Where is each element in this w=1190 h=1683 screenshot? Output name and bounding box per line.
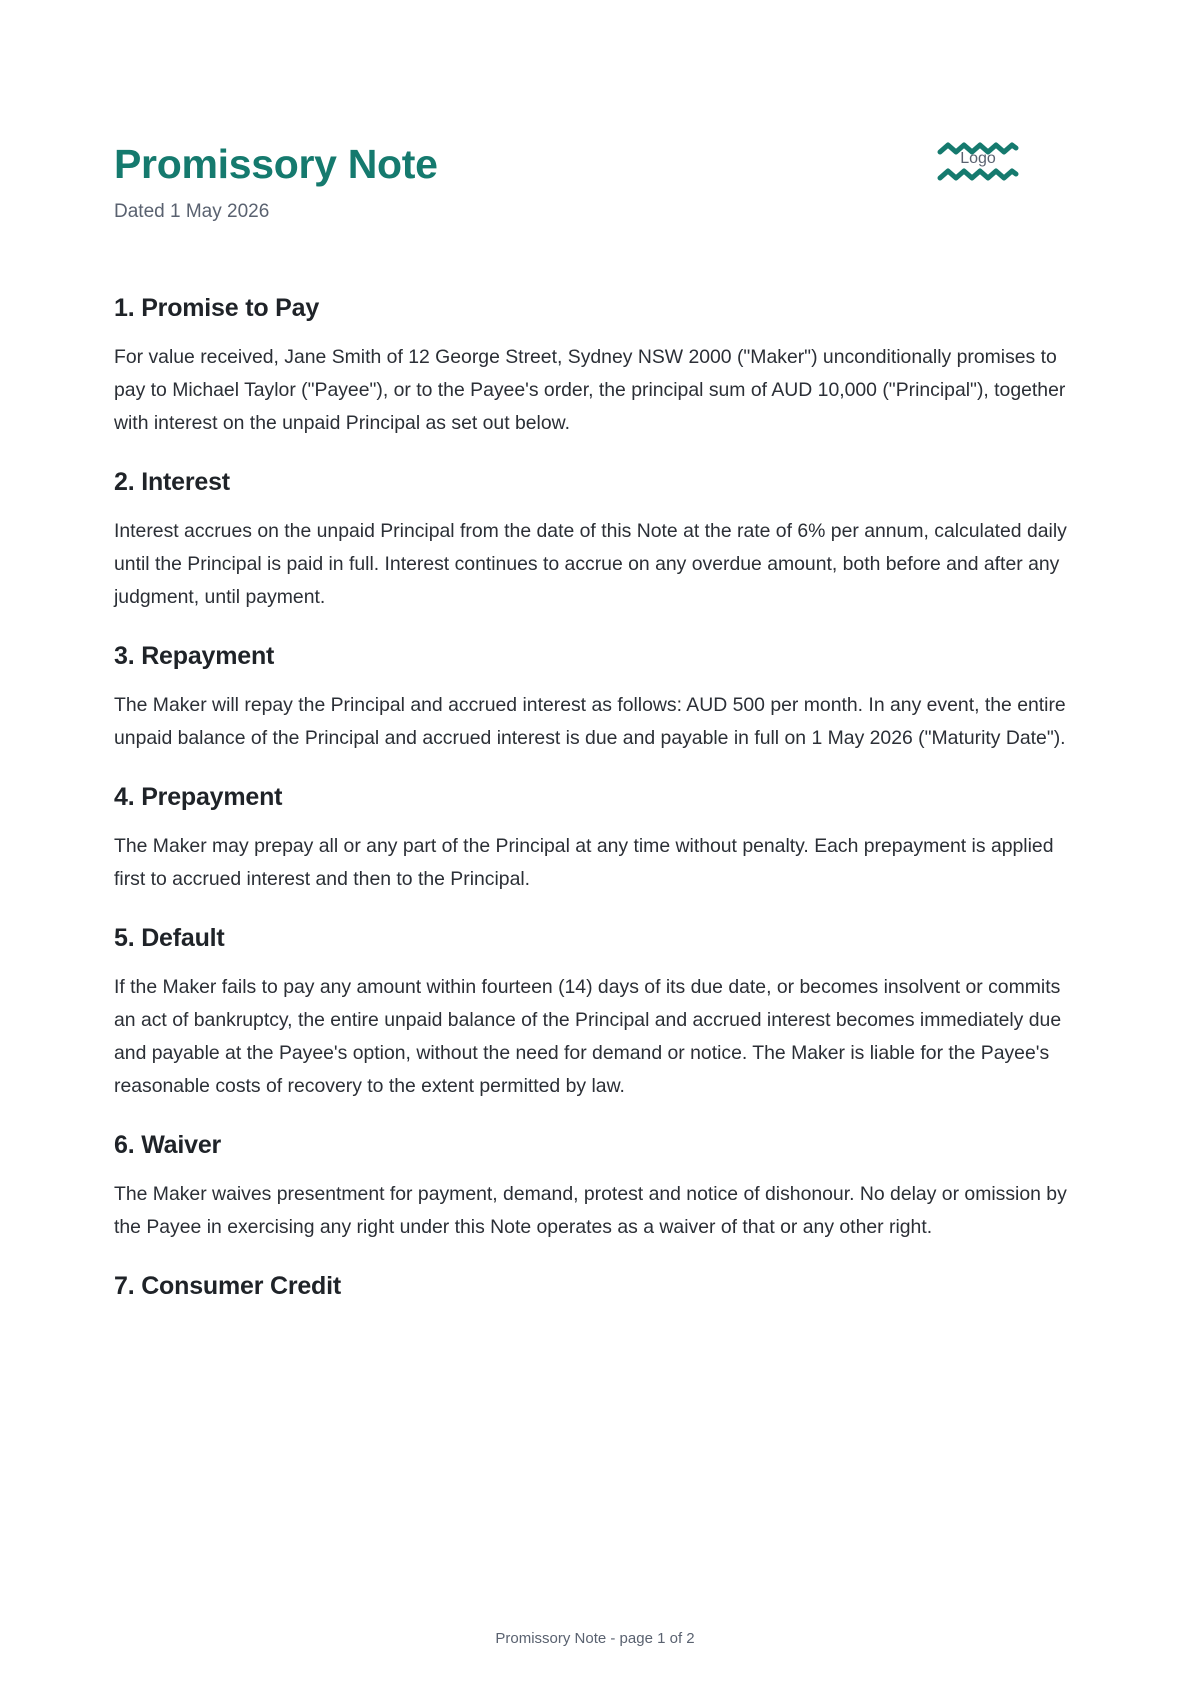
section-heading: 6. Waiver [114,1131,222,1159]
logo [936,138,1020,186]
section-waiver [114,1129,1074,1244]
section-body: If the Maker fails to pay any amount within fourteen (14) days of its due date, or becomes insolvent or commits an act of bankruptcy, the entire unpaid balance of the Principal and accrued interest becomes immediately due and payable at the Payee's option, without the need for demand or notice. The Maker is liable for the Payee's reasonable costs of recovery to the extent permitted by law. [114,976,1062,1097]
section-heading: 4. Prepayment [114,783,283,811]
section-default [114,922,1074,1103]
section-promise-to-pay [114,292,1074,440]
section-body: The Maker may prepay all or any part of the Principal at any time without penalty. Each prepayment is applied first to accrued interest and then to the Principal. [114,835,1054,890]
section-body: The Maker waives presentment for payment, demand, protest and notice of dishonour. No delay or omission by the Payee in exercising any right under this Note operates as a waiver of that or any other right. [114,1183,1067,1238]
document-date: Dated 1 May 2026 [114,201,270,222]
section-repayment [114,640,1074,755]
section-body: Interest accrues on the unpaid Principal from the date of this Note at the rate of 6% per annum, calculated daily until the Principal is paid in full. Interest continues to accrue on any overdue amount, both before and after any judgment, until payment. [114,520,1067,608]
section-heading: 5. Default [114,924,225,952]
document-title: Promissory Note [114,141,438,187]
section-consumer-credit [114,1270,1074,1302]
document-body [114,292,1074,1302]
section-heading: 7. Consumer Credit [114,1272,342,1300]
section-prepayment [114,781,1074,896]
section-heading: 2. Interest [114,468,230,496]
section-heading: 3. Repayment [114,642,275,670]
section-interest [114,466,1074,614]
page-footer: Promissory Note - page 1 of 2 [495,1630,695,1647]
section-body: The Maker will repay the Principal and accrued interest as follows: AUD 500 per month. In any event, the entire unpaid balance of the Principal and accrued interest is due and payable in full on 1 May 2026 ("Maturity Date"). [114,694,1066,749]
section-body: For value received, Jane Smith of 12 George Street, Sydney NSW 2000 ("Maker") unconditionally promises to pay to Michael Taylor ("Payee"), or to the Payee's order, the principal sum of AUD 10,000 ("Principal"), together with interest on the unpaid Principal as set out below. [114,346,1066,434]
logo-text: Logo [960,150,996,167]
document-header [114,140,1024,224]
section-heading: 1. Promise to Pay [114,294,320,322]
